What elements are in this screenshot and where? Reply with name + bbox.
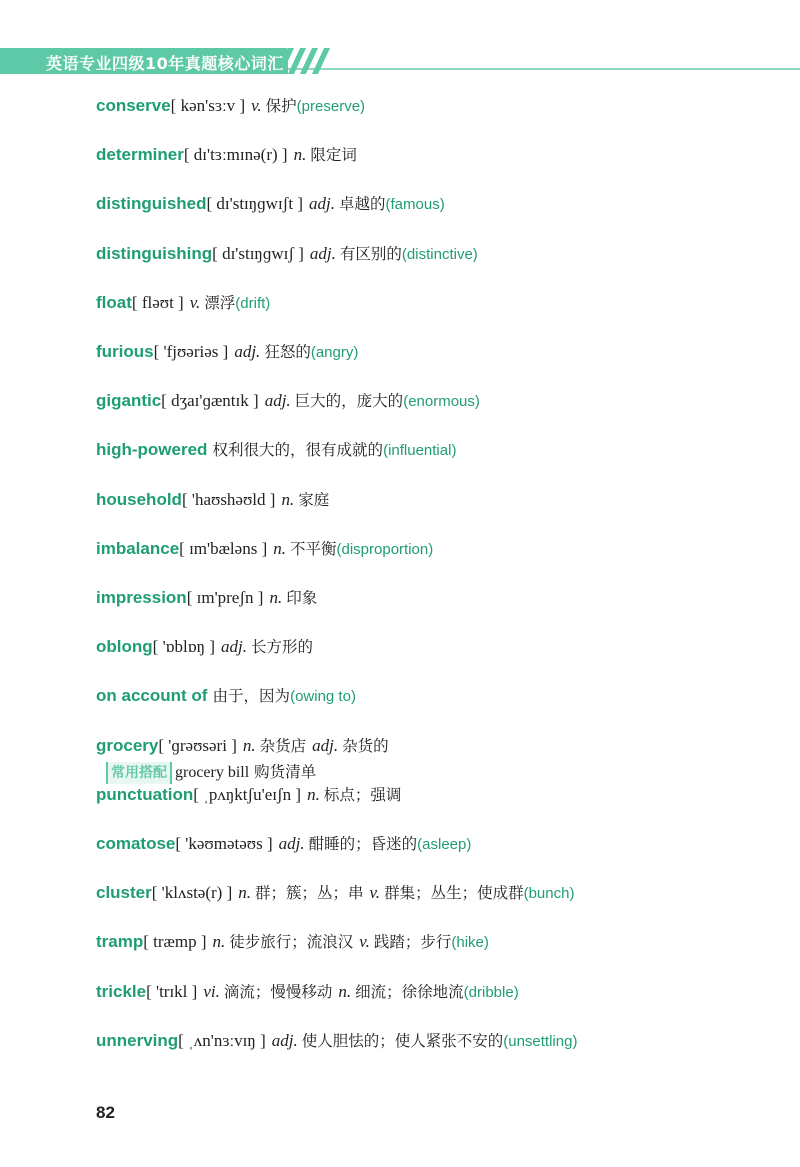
synonym: hike	[456, 934, 484, 951]
definition: 狂怒的	[264, 343, 311, 361]
definition: 保护	[265, 97, 297, 115]
close-bracket: ]	[196, 932, 207, 951]
headword: high-powered	[96, 440, 208, 459]
vocab-entry	[96, 587, 317, 609]
phonetic: kən'sɜːv	[180, 96, 236, 115]
vocab-entry	[96, 489, 329, 511]
synonym: famous	[390, 196, 440, 213]
phonetic: 'kəʊmətəʊs	[185, 834, 263, 853]
part-of-speech: adj.	[264, 391, 291, 410]
collocation-line	[106, 761, 316, 784]
vocab-entry	[96, 685, 356, 708]
phonetic: dʒaɪ'ɡæntɪk	[171, 391, 249, 410]
synonym-open: (	[503, 1033, 509, 1050]
part-of-speech: n.	[273, 539, 286, 558]
open-bracket: [	[179, 539, 190, 558]
headword: oblong	[96, 637, 153, 656]
vocab-entry	[96, 735, 389, 757]
phonetic: 'trɪkl	[156, 982, 188, 1001]
open-bracket: [	[206, 194, 217, 213]
book-title: 英语专业四级10年真题核心词汇	[46, 54, 284, 73]
synonym-close: )	[572, 1033, 578, 1050]
open-bracket: [	[183, 145, 194, 164]
open-bracket: [	[153, 342, 164, 361]
open-bracket: [	[131, 293, 142, 312]
header-rule	[250, 68, 800, 70]
headword: punctuation	[96, 785, 194, 804]
headword: household	[96, 490, 182, 509]
synonym: distinctive	[406, 246, 473, 263]
part-of-speech: adj.	[309, 194, 335, 213]
open-bracket: [	[146, 982, 157, 1001]
page-number: 82	[96, 1103, 115, 1122]
synonym: enormous	[408, 393, 475, 410]
vocab-entry	[96, 193, 445, 216]
open-bracket: [	[152, 637, 163, 656]
vocab-entry	[96, 341, 358, 364]
definition: 杂货店	[259, 737, 307, 755]
vocab-entry	[96, 981, 519, 1004]
synonym-close: )	[466, 836, 472, 853]
synonym: influential	[388, 442, 452, 459]
open-bracket: [	[212, 244, 223, 263]
synonym: drift	[240, 295, 266, 312]
synonym-open: (	[290, 688, 296, 705]
synonym-open: (	[336, 541, 342, 558]
open-bracket: [	[178, 1031, 189, 1050]
open-bracket: [	[186, 588, 197, 607]
part-of-speech: n.	[293, 145, 307, 164]
vocab-entry	[96, 784, 401, 806]
close-bracket: ]	[277, 145, 288, 164]
synonym: bunch	[528, 885, 570, 902]
synonym: owing to	[295, 688, 351, 705]
close-bracket: ]	[257, 539, 268, 558]
definition-2: 细流；徐徐地流	[355, 983, 464, 1001]
synonym-close: )	[483, 934, 489, 951]
headword: unnerving	[96, 1031, 179, 1050]
definition: 家庭	[298, 491, 330, 509]
headword: imbalance	[96, 539, 180, 558]
headword: conserve	[96, 96, 171, 115]
phonetic: 'ɡrəʊsəri	[168, 736, 227, 755]
definition: 限定词	[310, 146, 357, 164]
synonym-close: )	[428, 541, 434, 558]
vocab-entry	[96, 243, 478, 266]
phonetic: 'klʌstə(r)	[161, 883, 223, 902]
headword: gigantic	[96, 391, 162, 410]
vocab-entry	[96, 390, 480, 413]
part-of-speech: n.	[269, 588, 283, 607]
definition: 使人胆怯的；使人紧张不安的	[301, 1032, 504, 1050]
part-of-speech: n.	[238, 883, 251, 902]
close-bracket: ]	[293, 194, 303, 213]
part-of-speech: n.	[281, 490, 295, 509]
close-bracket: ]	[235, 96, 246, 115]
definition: 权利很大的，很有成就的	[212, 441, 384, 459]
definition-2: 践踏；步行	[373, 933, 452, 951]
part-of-speech: n.	[307, 785, 320, 804]
synonym-open: (	[451, 934, 457, 951]
open-bracket: [	[193, 785, 204, 804]
synonym-close: )	[360, 98, 366, 115]
headword: grocery	[96, 736, 159, 755]
definition: 标点；强调	[323, 786, 402, 804]
close-bracket: ]	[248, 391, 259, 410]
definition: 有区别的	[339, 245, 402, 263]
vocab-entry	[96, 95, 365, 118]
headword: impression	[96, 588, 187, 607]
open-bracket: [	[175, 834, 186, 853]
part-of-speech: adj.	[278, 834, 305, 853]
phonetic: dɪ'stɪŋɡwɪʃ	[222, 244, 294, 263]
vocab-entry	[96, 882, 574, 905]
phonetic: dɪ'tɜːmɪnə(r)	[193, 145, 278, 164]
close-bracket: ]	[265, 490, 276, 509]
close-bracket: ]	[291, 785, 302, 804]
synonym-close: )	[265, 295, 271, 312]
synonym-open: (	[523, 885, 529, 902]
part-of-speech-2: v.	[359, 932, 370, 951]
close-bracket: ]	[205, 637, 215, 656]
headword: comatose	[96, 834, 176, 853]
synonym-open: (	[383, 442, 389, 459]
headword: furious	[96, 342, 154, 361]
headword: distinguished	[96, 194, 207, 213]
open-bracket: [	[151, 883, 162, 902]
part-of-speech: v.	[189, 293, 201, 312]
phonetic: ˌʌn'nɜːvɪŋ	[188, 1031, 256, 1050]
phonetic: ɪm'preʃn	[196, 588, 254, 607]
synonym-close: )	[472, 246, 478, 263]
phonetic: fləʊt	[141, 293, 174, 312]
definition: 由于，因为	[212, 687, 291, 705]
synonym: angry	[315, 344, 354, 361]
collocation-definition: 购货清单	[254, 763, 317, 781]
synonym-open: (	[403, 393, 409, 410]
synonym: unsettling	[508, 1033, 573, 1050]
close-bracket: ]	[255, 1031, 266, 1050]
close-bracket: ]	[253, 588, 264, 607]
synonym-close: )	[569, 885, 575, 902]
synonym-open: (	[235, 295, 241, 312]
vocab-entry	[96, 931, 489, 954]
definition: 印象	[286, 589, 318, 607]
collocation-phrase: grocery bill	[175, 764, 250, 781]
part-of-speech: adj.	[220, 637, 247, 656]
phonetic: ˌpʌŋktʃu'eɪʃn	[203, 785, 292, 804]
vocab-entry	[96, 439, 456, 462]
synonym-open: (	[401, 246, 407, 263]
vocab-entry	[96, 833, 471, 856]
close-bracket: ]	[294, 244, 304, 263]
open-bracket: [	[158, 736, 169, 755]
synonym: asleep	[422, 836, 467, 853]
synonym-open: (	[463, 984, 469, 1001]
close-bracket: ]	[222, 883, 233, 902]
synonym-open: (	[417, 836, 423, 853]
definition: 长方形的	[250, 638, 313, 656]
part-of-speech: vi.	[203, 982, 220, 1001]
phonetic: dɪ'stɪŋɡwɪʃt	[216, 194, 294, 213]
headword: determiner	[96, 145, 184, 164]
synonym-close: )	[474, 393, 480, 410]
close-bracket: ]	[187, 982, 198, 1001]
headword: float	[96, 293, 132, 312]
definition: 卓越的	[338, 195, 386, 213]
part-of-speech-2: v.	[369, 883, 381, 902]
part-of-speech-2: adj.	[312, 736, 339, 755]
synonym: preserve	[301, 98, 361, 115]
synonym-open: (	[310, 344, 316, 361]
definition-2: 群集；丛生；使成群	[384, 884, 524, 902]
synonym-open: (	[296, 98, 302, 115]
synonym-close: )	[353, 344, 359, 361]
synonym-close: )	[513, 984, 519, 1001]
open-bracket: [	[161, 391, 172, 410]
vocab-entry	[96, 292, 270, 315]
definition: 群；簇；丛；串	[255, 884, 364, 902]
part-of-speech: n.	[242, 736, 256, 755]
definition: 滴流；慢慢移动	[223, 983, 333, 1001]
headword: trickle	[96, 982, 147, 1001]
definition-2: 杂货的	[342, 737, 389, 755]
part-of-speech: n.	[212, 932, 226, 951]
vocab-entry	[96, 636, 313, 658]
vocab-entry	[96, 538, 433, 561]
vocab-entry	[96, 1030, 577, 1053]
part-of-speech: v.	[251, 96, 262, 115]
part-of-speech: adj.	[271, 1031, 298, 1050]
part-of-speech: adj.	[234, 342, 261, 361]
definition: 巨大的，庞大的	[294, 392, 404, 410]
close-bracket: ]	[226, 736, 237, 755]
part-of-speech-2: n.	[338, 982, 352, 1001]
definition: 徒步旅行；流浪汉	[229, 933, 354, 951]
headword: tramp	[96, 932, 144, 951]
open-bracket: [	[181, 490, 192, 509]
synonym-close: )	[350, 688, 356, 705]
open-bracket: [	[170, 96, 181, 115]
synonym: dribble	[468, 984, 514, 1001]
phonetic: 'haʊshəʊld	[191, 490, 266, 509]
collocation-tag: 常用搭配	[106, 762, 172, 784]
synonym-open: (	[385, 196, 391, 213]
synonym-close: )	[439, 196, 445, 213]
definition: 漂浮	[204, 294, 236, 312]
vocab-entry	[96, 144, 357, 166]
phonetic: 'ɒblɒŋ	[162, 637, 206, 656]
open-bracket: [	[143, 932, 154, 951]
definition: 不平衡	[289, 540, 337, 558]
phonetic: træmp	[153, 932, 197, 951]
headword: on account of	[96, 686, 208, 705]
definition: 酣睡的；昏迷的	[308, 835, 418, 853]
phonetic: 'fjʊəriəs	[163, 342, 219, 361]
close-bracket: ]	[218, 342, 229, 361]
part-of-speech: adj.	[309, 244, 336, 263]
running-header	[0, 48, 800, 74]
headword: cluster	[96, 883, 152, 902]
synonym: disproportion	[341, 541, 429, 558]
close-bracket: ]	[262, 834, 273, 853]
phonetic: ɪm'bæləns	[189, 539, 258, 558]
headword: distinguishing	[96, 244, 213, 263]
close-bracket: ]	[173, 293, 184, 312]
synonym-close: )	[451, 442, 457, 459]
